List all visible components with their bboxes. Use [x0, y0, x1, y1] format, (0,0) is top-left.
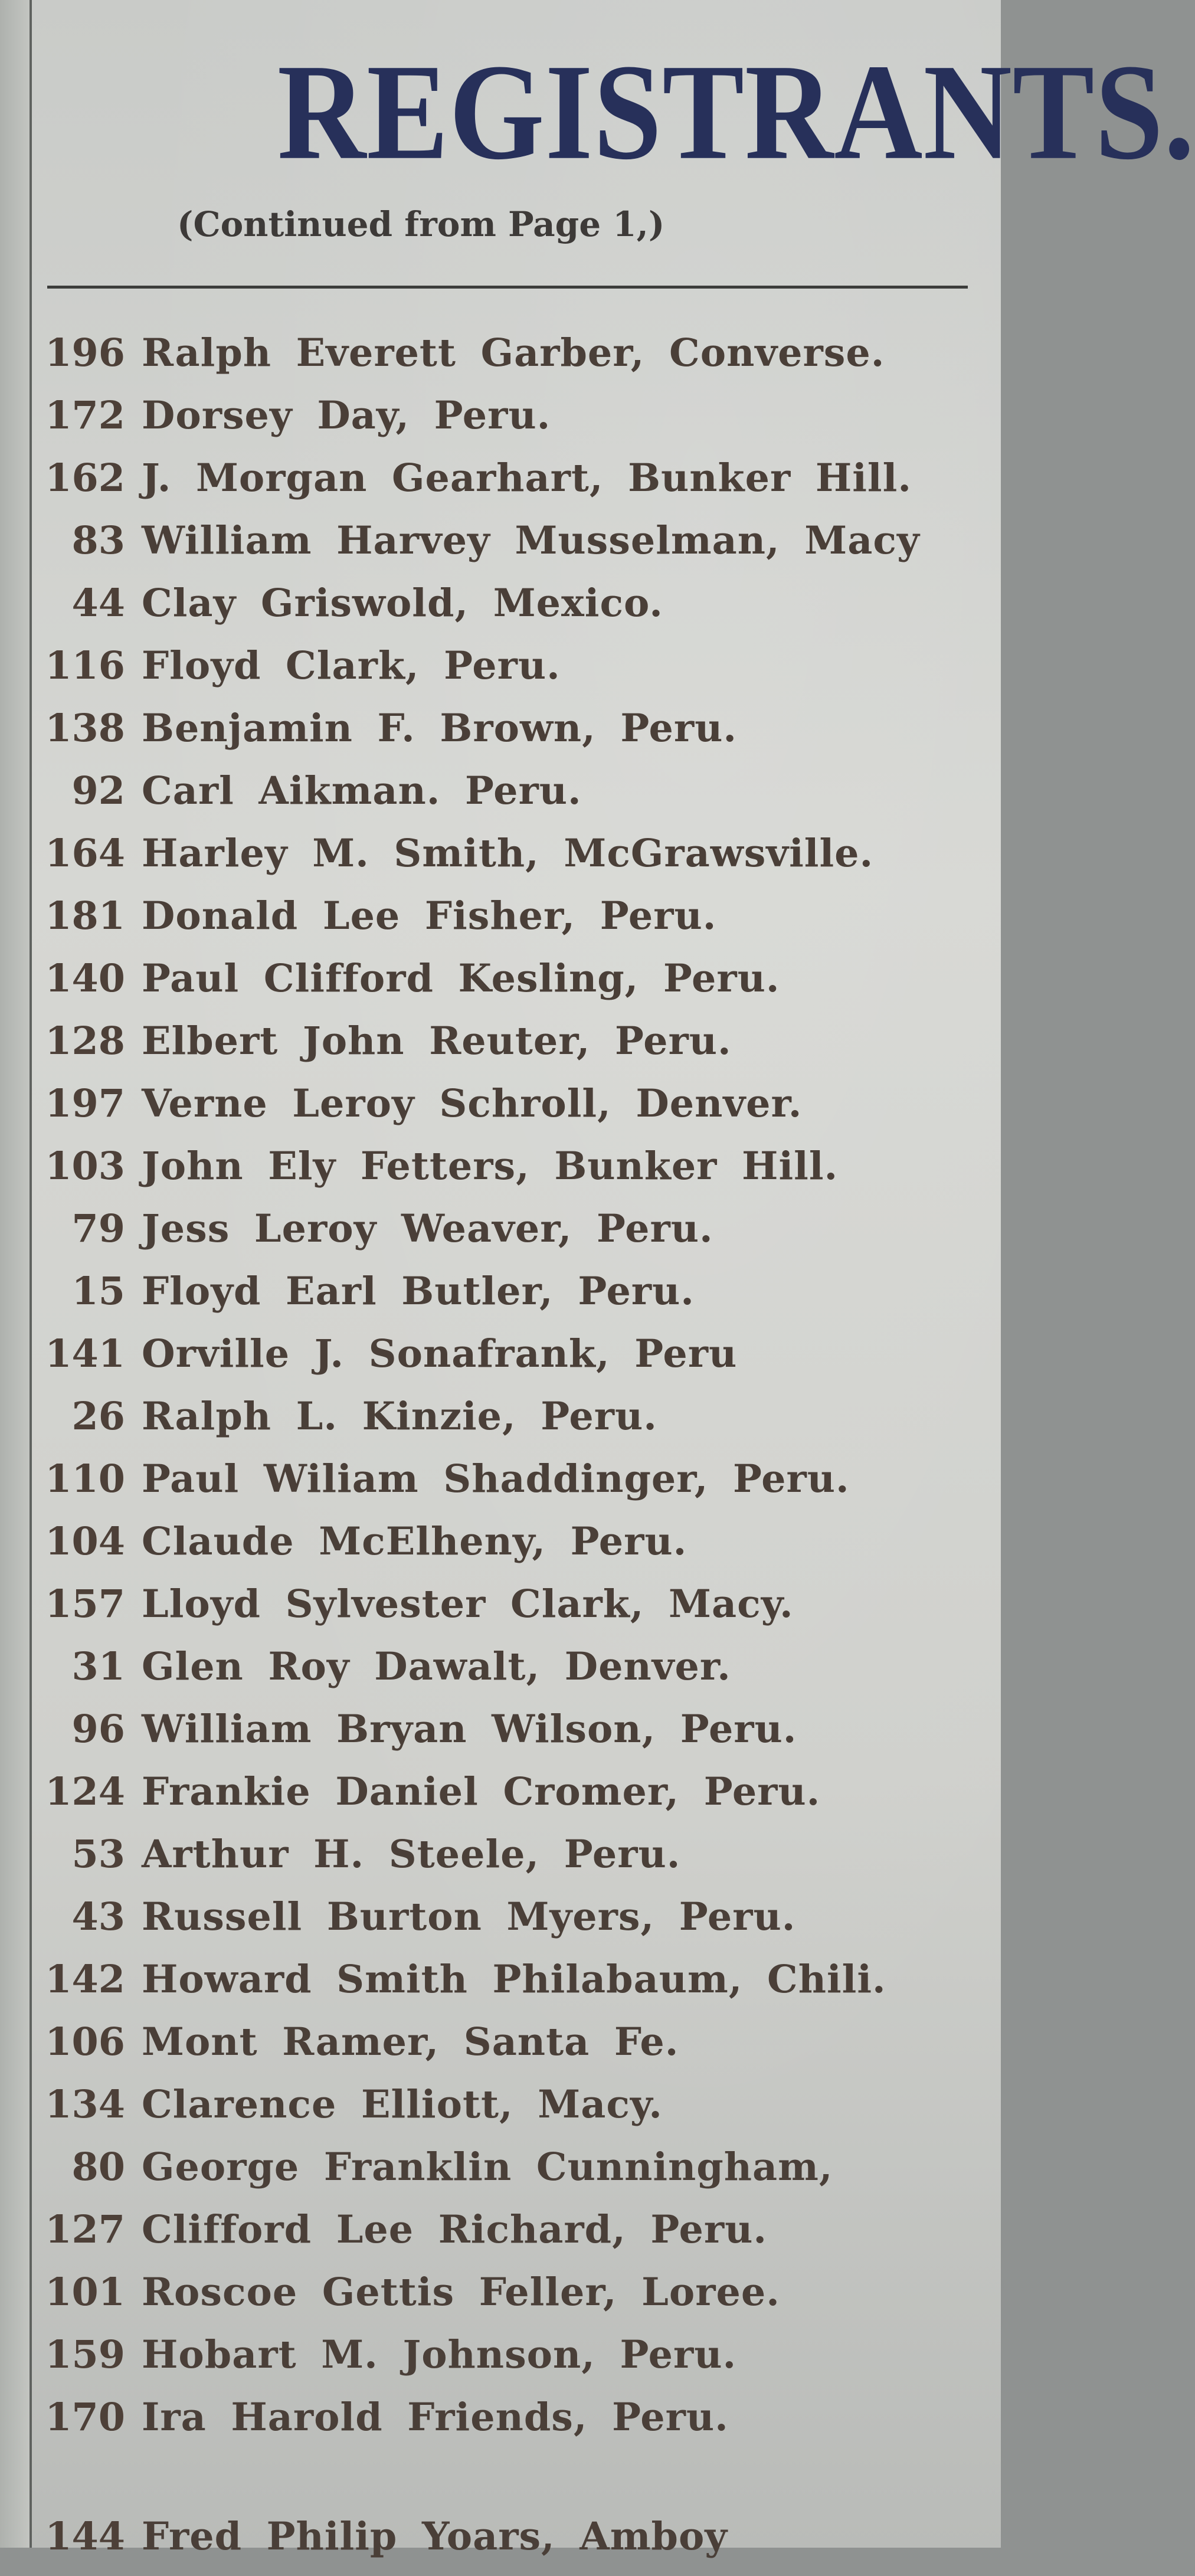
- registrant-number: 140: [45, 956, 125, 1001]
- registrant-name-town: Ralph L. Kinzie, Peru.: [142, 1394, 657, 1439]
- registrant-entry: [0, 1886, 1001, 1948]
- registrant-number: 44: [71, 581, 125, 626]
- registrant-entry: [0, 447, 1001, 509]
- registrant-number: 110: [45, 1456, 125, 1501]
- registrant-name-town: Paul Clifford Kesling, Peru.: [142, 956, 780, 1001]
- header-divider: [47, 286, 968, 289]
- registrant-name-town: Glen Roy Dawalt, Denver.: [142, 1644, 731, 1689]
- registrant-entry: [0, 1448, 1001, 1510]
- registrant-name-town: J. Morgan Gearhart, Bunker Hill.: [142, 456, 912, 500]
- registrant-entry: [0, 1760, 1001, 1823]
- registrant-name-town: Verne Leroy Schroll, Denver.: [142, 1081, 803, 1126]
- registrant-number: 101: [45, 2270, 125, 2315]
- registrant-name-town: Floyd Clark, Peru.: [142, 643, 561, 688]
- registrant-entry: [0, 322, 1001, 384]
- registrant-number: 103: [45, 1144, 125, 1189]
- registrant-entry: [0, 1135, 1001, 1197]
- registrant-name-town: Dorsey Day, Peru.: [142, 393, 551, 438]
- registrant-entry: [0, 2073, 1001, 2136]
- registrant-number: 181: [45, 893, 125, 938]
- registrant-name-town: William Bryan Wilson, Peru.: [142, 1707, 797, 1752]
- registrant-number: 92: [71, 768, 125, 813]
- page-title: REGISTRANTS.: [277, 35, 1195, 188]
- registrant-number: 83: [71, 518, 125, 563]
- registrant-number: 144: [45, 2514, 125, 2559]
- registrant-name-town: Ralph Everett Garber, Converse.: [142, 330, 885, 375]
- clipped-entry-container: [0, 2505, 728, 2576]
- registrant-entry: [0, 1510, 1001, 1573]
- registrant-number: 164: [45, 831, 125, 876]
- registrant-entry-clipped: [0, 2505, 728, 2568]
- registrant-entry: [0, 697, 1001, 760]
- registrant-entry: [0, 634, 1001, 697]
- registrant-number: 104: [45, 1519, 125, 1564]
- registrant-number: 162: [45, 456, 125, 500]
- registrant-entry: [0, 1698, 1001, 1760]
- registrant-name-town: Elbert John Reuter, Peru.: [142, 1019, 732, 1063]
- registrant-number: 172: [45, 393, 125, 438]
- registrant-entry: [0, 572, 1001, 634]
- registrant-name-town: Clay Griswold, Mexico.: [142, 581, 663, 626]
- registrant-entry: [0, 1260, 1001, 1323]
- registrant-number: 127: [45, 2207, 125, 2252]
- registrant-name-town: Fred Philip Yoars, Amboy: [142, 2514, 728, 2559]
- registrant-name-town: William Harvey Musselman, Macy: [142, 518, 920, 563]
- registrant-name-town: Frankie Daniel Cromer, Peru.: [142, 1769, 821, 1814]
- registrant-number: 128: [45, 1019, 125, 1063]
- registrant-number: 31: [71, 1644, 125, 1689]
- registrant-name-town: Hobart M. Johnson, Peru.: [142, 2332, 737, 2377]
- registrant-entry: [0, 885, 1001, 947]
- registrant-entry: [0, 1323, 1001, 1385]
- registrant-name-town: Mont Ramer, Santa Fe.: [142, 2019, 679, 2064]
- registrant-name-town: Roscoe Gettis Feller, Loree.: [142, 2270, 780, 2315]
- registrant-number: 142: [45, 1957, 125, 2002]
- registrant-name-town: Donald Lee Fisher, Peru.: [142, 893, 717, 938]
- registrant-name-town: Benjamin F. Brown, Peru.: [142, 706, 738, 751]
- registrant-number: 197: [45, 1081, 125, 1126]
- registrant-name-town: Russell Burton Myers, Peru.: [142, 1894, 796, 1939]
- registrant-number: 43: [71, 1894, 125, 1939]
- registrant-number: 159: [45, 2332, 125, 2377]
- registrant-number: 96: [71, 1707, 125, 1752]
- registrant-entry: [0, 2136, 1001, 2198]
- registrant-number: 79: [71, 1206, 125, 1251]
- registrant-entry: [0, 1573, 1001, 1635]
- registrant-entry: [0, 2198, 1001, 2261]
- registrant-entry: [0, 947, 1001, 1010]
- registrant-number: 141: [45, 1331, 125, 1376]
- registrant-number: 134: [45, 2082, 125, 2127]
- registrant-number: 15: [71, 1269, 125, 1314]
- registrant-number: 26: [71, 1394, 125, 1439]
- registrant-entry: [0, 760, 1001, 822]
- registrant-name-town: Arthur H. Steele, Peru.: [142, 1832, 681, 1877]
- registrant-entry: [0, 1948, 1001, 2011]
- registrant-entry: [0, 2386, 1001, 2449]
- continued-note: (Continued from Page 1,): [177, 204, 665, 244]
- registrant-number: 106: [45, 2019, 125, 2064]
- registrant-number: 53: [71, 1832, 125, 1877]
- registrant-name-town: Ira Harold Friends, Peru.: [142, 2395, 729, 2440]
- registrant-entry: [0, 2261, 1001, 2323]
- registrant-name-town: Clifford Lee Richard, Peru.: [142, 2207, 767, 2252]
- registrant-name-town: Floyd Earl Butler, Peru.: [142, 1269, 695, 1314]
- registrant-name-town: John Ely Fetters, Bunker Hill.: [142, 1144, 839, 1189]
- registrant-number: 124: [45, 1769, 125, 1814]
- registrant-name-town: Lloyd Sylvester Clark, Macy.: [142, 1582, 794, 1626]
- registrant-name-town: Carl Aikman. Peru.: [142, 768, 582, 813]
- registrant-number: 138: [45, 706, 125, 751]
- registrant-entry: [0, 2011, 1001, 2073]
- registrant-entry: [0, 1823, 1001, 1886]
- registrant-entry: [0, 384, 1001, 447]
- registrant-name-town: George Franklin Cunningham,: [142, 2145, 833, 2189]
- registrant-name-town: Claude McElheny, Peru.: [142, 1519, 687, 1564]
- registrant-entry: [0, 822, 1001, 885]
- registrant-name-town: Jess Leroy Weaver, Peru.: [142, 1206, 713, 1251]
- registrant-name-town: Harley M. Smith, McGrawsville.: [142, 831, 874, 876]
- registrant-number: 170: [45, 2395, 125, 2440]
- registrant-name-town: Howard Smith Philabaum, Chili.: [142, 1957, 886, 2002]
- registrant-entry: [0, 1385, 1001, 1448]
- registrant-entry: [0, 2323, 1001, 2386]
- registrant-name-town: Clarence Elliott, Macy.: [142, 2082, 663, 2127]
- registrant-entry: [0, 1197, 1001, 1260]
- registrant-number: 80: [71, 2145, 125, 2189]
- registrant-entry: [0, 1072, 1001, 1135]
- registrant-number: 196: [45, 330, 125, 375]
- registrant-number: 116: [45, 643, 125, 688]
- registrant-entry: [0, 1635, 1001, 1698]
- registrant-name-town: Paul Wiliam Shaddinger, Peru.: [142, 1456, 850, 1501]
- registrant-entry: [0, 509, 1001, 572]
- registrant-list: [0, 322, 1001, 2449]
- registrant-name-town: Orville J. Sonafrank, Peru: [142, 1331, 738, 1376]
- registrant-number: 157: [45, 1582, 125, 1626]
- registrant-entry: [0, 1010, 1001, 1072]
